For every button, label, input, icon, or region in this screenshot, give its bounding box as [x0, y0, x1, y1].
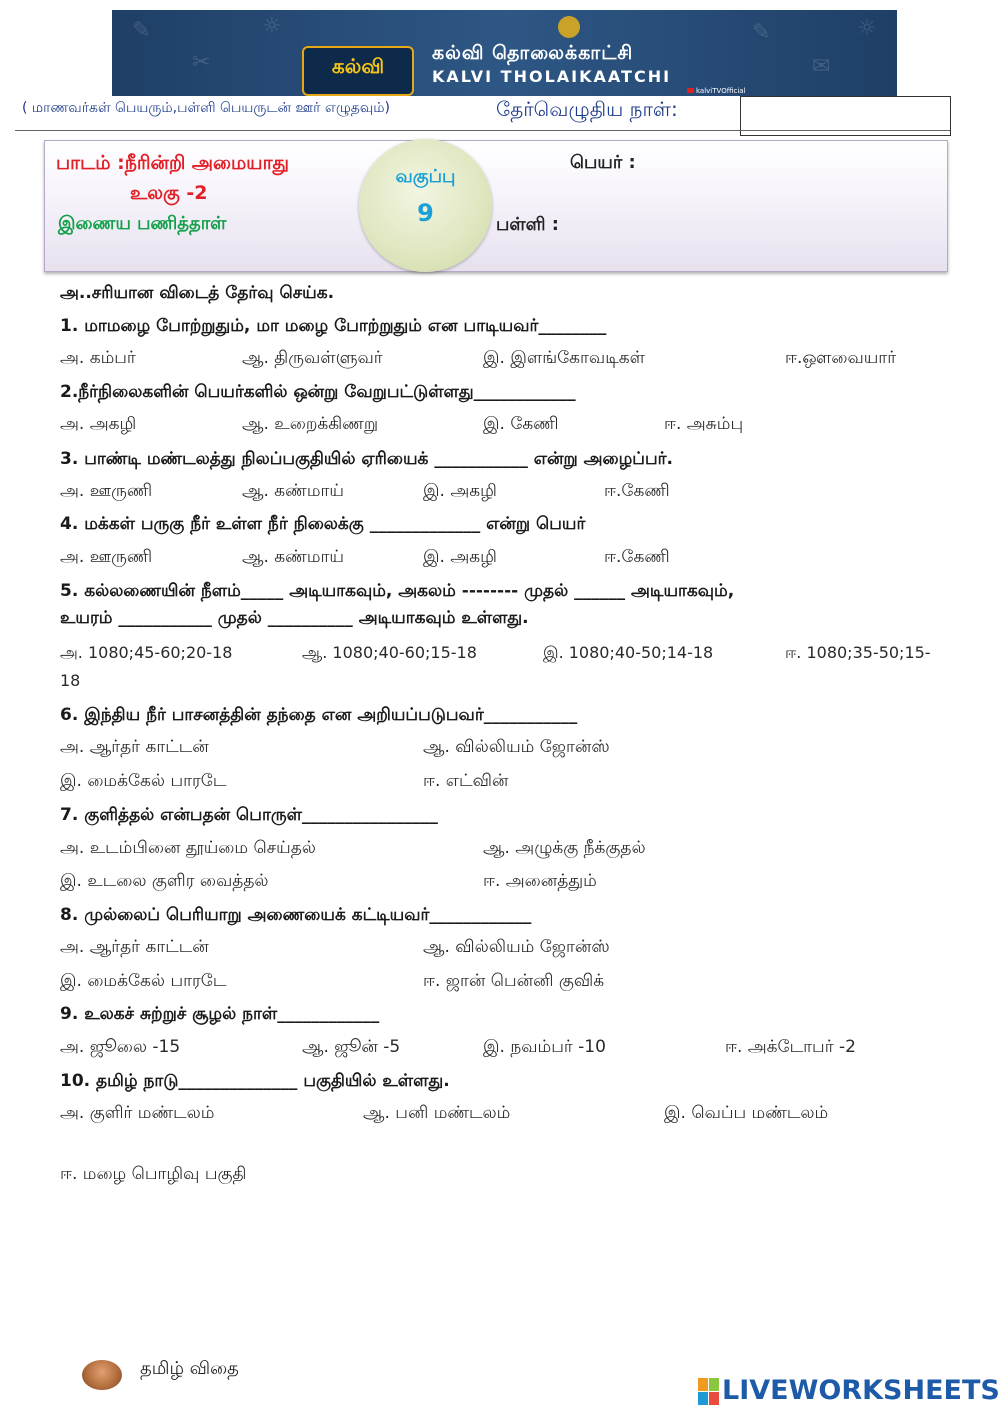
instruction-text: ( மாணவர்கள் பெயரும்,பள்ளி பெயருடன் ஊர் எழுதவும்) — [22, 100, 391, 116]
option[interactable]: அ. கம்பர் — [60, 348, 136, 368]
name-label: பெயர் : — [570, 152, 636, 173]
option[interactable]: அ. குளிர் மண்டலம் — [60, 1103, 215, 1123]
option[interactable]: ஆ. உறைக்கிணறு — [242, 414, 379, 434]
option[interactable]: ஆ. வில்லியம் ஜோன்ஸ் — [423, 937, 610, 957]
option[interactable]: ஆ. திருவள்ளுவர் — [242, 348, 383, 368]
header-banner — [112, 10, 897, 96]
option[interactable]: ஆ. கண்மாய் — [242, 481, 344, 501]
question-text: 8. முல்லைப் பெரியாறு அணையைக் கட்டியவர்____________ — [60, 905, 532, 925]
option[interactable]: அ. ஆர்தர் காட்டன் — [60, 737, 209, 757]
youtube-icon — [687, 88, 694, 93]
decorative-icon: ✎ — [132, 18, 151, 43]
option[interactable]: இ. மைக்கேல் பாரடே — [60, 971, 227, 991]
question-text: 2.நீர்நிலைகளின் பெயர்களில் ஒன்று வேறுபட்டுள்ளது____________ — [60, 382, 576, 402]
option[interactable]: ஈ. எட்வின் — [423, 771, 509, 791]
option[interactable]: ஆ. பனி மண்டலம் — [363, 1103, 511, 1123]
question-text: 5. கல்லணையின் நீளம்_____ அடியாகவும், அகலம் -------- முதல் ______ அடியாகவும், — [60, 581, 735, 601]
banner-title-english: KALVI THOLAIKAATCHI — [432, 67, 672, 86]
question-text: 1. மாமழை போற்றுதும், மா மழை போற்றுதும் என பாடியவர்________ — [60, 316, 607, 336]
option-wrap: 18 — [60, 671, 81, 690]
option[interactable]: ஈ.ஔவையார் — [785, 348, 897, 368]
class-badge — [359, 139, 492, 272]
option[interactable]: அ. அகழி — [60, 414, 137, 434]
section-title: அ..சரியான விடைத் தேர்வு செய்க. — [60, 283, 335, 303]
option[interactable]: ஆ. வில்லியம் ஜோன்ஸ் — [423, 737, 610, 757]
liveworksheets-brand[interactable]: LIVEWORKSHEETS — [722, 1375, 1000, 1406]
option[interactable]: இ. இளங்கோவடிகள் — [483, 348, 645, 368]
option[interactable]: அ. உடம்பினை தூய்மை செய்தல் — [60, 838, 316, 858]
youtube-handle: kalviTVOfficial — [687, 87, 746, 95]
decorative-icon: ☼ — [262, 14, 282, 39]
question-text: 7. குளித்தல் என்பதன் பொருள்________________ — [60, 805, 438, 825]
question-text: 10. தமிழ் நாடு______________ பகுதியில் உள்ளது. — [60, 1071, 450, 1091]
option[interactable]: ஈ. 1080;35-50;15- — [785, 643, 931, 662]
option[interactable]: இ. வெப்ப மண்டலம் — [664, 1103, 829, 1123]
option[interactable]: ஈ. மழை பொழிவு பகுதி — [60, 1164, 247, 1184]
kalvi-logo: கல்வி — [302, 46, 414, 96]
option[interactable]: ஈ. ஜான் பென்னி குவிக் — [423, 971, 605, 991]
option[interactable]: இ. அகழி — [423, 547, 497, 567]
author-name: தமிழ் விதை — [140, 1358, 239, 1379]
option[interactable]: அ. ஊருணி — [60, 481, 153, 501]
decorative-icon: ✉ — [812, 54, 831, 79]
option[interactable]: இ. நவம்பர் -10 — [483, 1037, 606, 1057]
decorative-icon: ✂ — [192, 50, 211, 75]
option[interactable]: இ. மைக்கேல் பாரடே — [60, 771, 227, 791]
emblem-icon — [558, 16, 580, 38]
option[interactable]: இ. கேணி — [483, 414, 559, 434]
school-label: பள்ளி : — [496, 214, 559, 235]
question-text-continued: உயரம் ___________ முதல் __________ அடியாகவும் உள்ளது. — [60, 608, 529, 628]
option[interactable]: ஈ. அக்டோபர் -2 — [725, 1037, 856, 1057]
liveworksheets-logo-icon — [698, 1378, 720, 1406]
option[interactable]: அ. ஆர்தர் காட்டன் — [60, 937, 209, 957]
subject-subtitle: உலகு -2 — [130, 182, 208, 204]
option[interactable]: ஆ. 1080;40-60;15-18 — [302, 643, 477, 662]
option[interactable]: இ. அகழி — [423, 481, 497, 501]
class-label: வகுப்பு — [395, 166, 456, 187]
subject-title: பாடம் :நீரின்றி அமையாது — [56, 152, 290, 174]
class-number: 9 — [417, 199, 434, 227]
option[interactable]: அ. ஊருணி — [60, 547, 153, 567]
avatar — [82, 1360, 122, 1390]
question-text: 3. பாண்டி மண்டலத்து நிலப்பகுதியில் ஏரியைக் ___________ என்று அழைப்பர். — [60, 449, 673, 469]
option[interactable]: இ. உடலை குளிர வைத்தல் — [60, 871, 269, 891]
option[interactable]: ஆ. கண்மாய் — [242, 547, 344, 567]
worksheet-label: இணைய பணித்தாள் — [58, 213, 227, 234]
option[interactable]: அ. ஜூலை -15 — [60, 1037, 181, 1057]
question-text: 9. உலகச் சுற்றுச் சூழல் நாள்____________ — [60, 1004, 380, 1024]
option[interactable]: ஈ. அசும்பு — [664, 414, 744, 434]
option[interactable]: ஈ.கேணி — [604, 481, 670, 501]
option[interactable]: அ. 1080;45-60;20-18 — [60, 643, 233, 662]
option[interactable]: ஆ. ஜூன் -5 — [302, 1037, 401, 1057]
question-text: 6. இந்திய நீர் பாசனத்தின் தந்தை என அறியப்படுபவர்___________ — [60, 705, 578, 725]
option[interactable]: இ. 1080;40-50;14-18 — [543, 643, 714, 662]
option[interactable]: ஆ. அழுக்கு நீக்குதல் — [483, 838, 646, 858]
option[interactable]: ஈ. அனைத்தும் — [483, 871, 597, 891]
exam-date-label: தேர்வெழுதிய நாள்: — [496, 97, 678, 121]
decorative-icon: ✎ — [752, 20, 771, 45]
option[interactable]: ஈ.கேணி — [604, 547, 670, 567]
divider — [15, 130, 950, 131]
question-text: 4. மக்கள் பருகு நீர் உள்ள நீர் நிலைக்கு _____________ என்று பெயர் — [60, 514, 586, 534]
banner-title-tamil: கல்வி தொலைக்காட்சி — [432, 42, 634, 64]
decorative-icon: ☼ — [857, 16, 877, 41]
